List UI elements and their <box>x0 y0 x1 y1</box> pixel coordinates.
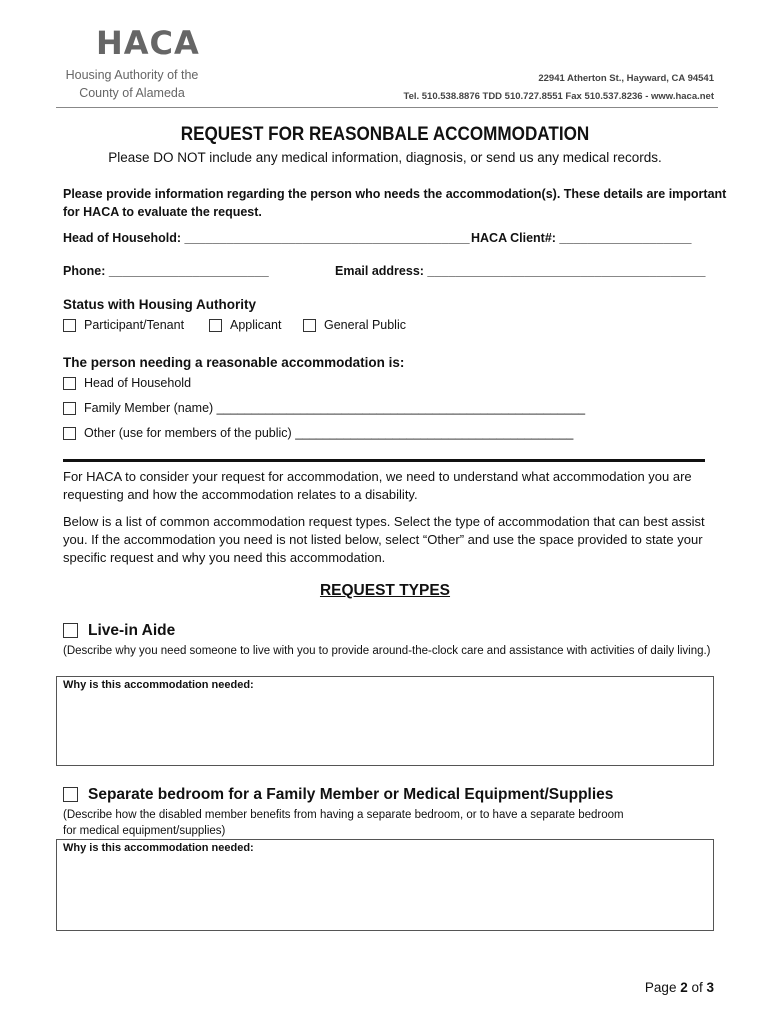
paragraph-purpose: For HACA to consider your request for accommodation, we need to understand what accommodation you are requesting and how the accommodation relates to a disability. <box>63 469 692 502</box>
head-of-household-field[interactable]: Head of Household: _________________________________________ <box>63 231 470 245</box>
intro-line1: Please provide information regarding the person who needs the accommodation(s). These details are important <box>63 187 727 201</box>
page-number <box>645 980 714 995</box>
header-divider <box>56 107 718 108</box>
type-description: (Describe why you need someone to live with you to provide around-the-clock care and assistance with activities of daily living.) <box>63 645 711 657</box>
haca-client-field[interactable]: HACA Client#: ___________________ <box>471 231 692 245</box>
haca-logo: HACA <box>96 24 200 62</box>
address: 22941 Atherton St., Hayward, CA 94541 <box>538 73 714 84</box>
checkbox[interactable] <box>63 319 76 332</box>
person-heading: The person needing a reasonable accommodation is: <box>63 355 405 370</box>
status-general-public-label: General Public <box>324 318 406 332</box>
box-label: Why is this accommodation needed: <box>63 842 254 854</box>
type-live-in-aide[interactable] <box>63 622 175 640</box>
page-prefix: Page <box>644 980 681 995</box>
status-applicant-label: Applicant <box>230 318 282 332</box>
phone-field[interactable]: Phone: _______________________ <box>63 264 269 278</box>
type-description-line1: (Describe how the disabled member benefits from having a separate bedroom, or to have a separate bedroom <box>63 809 624 821</box>
status-participant-label: Participant/Tenant <box>84 318 185 332</box>
intro-line2: for HACA to evaluate the request. <box>63 205 262 219</box>
person-option-label: Head of Household <box>84 376 192 390</box>
reason-textbox[interactable] <box>56 839 714 931</box>
paragraph-instructions: Below is a list of common accommodation request types. Select the type of accommodation that can best assist you. If the accommodation you need is not listed below, select “Other” and use the space provided to state your specific request and why you need this accommodation. <box>63 514 705 565</box>
email-field[interactable]: Email address: ________________________________________ <box>335 264 706 278</box>
logo-subtitle-line1: Housing Authority of the <box>65 68 199 82</box>
checkbox[interactable] <box>63 623 78 638</box>
person-other[interactable] <box>63 426 573 440</box>
person-option-label: Other (use for members of the public) ________________________________________ <box>84 426 574 440</box>
medical-warning: Please DO NOT include any medical information, diagnosis, or send us any medical records. <box>108 150 662 165</box>
checkbox[interactable] <box>63 427 76 440</box>
type-separate-bedroom[interactable] <box>63 786 613 804</box>
status-general-public[interactable] <box>303 318 406 332</box>
checkbox[interactable] <box>303 319 316 332</box>
page-current: 2 <box>680 980 688 995</box>
person-option-label: Family Member (name) _____________________________________________________ <box>84 401 586 415</box>
reason-textbox[interactable] <box>56 676 714 766</box>
status-applicant[interactable] <box>209 318 281 332</box>
logo-subtitle <box>57 66 207 102</box>
page-of: of <box>687 980 707 995</box>
contact-info: Tel. 510.538.8876 TDD 510.727.8551 Fax 510.537.8236 - www.haca.net <box>403 91 714 102</box>
page-total: 3 <box>706 980 714 995</box>
section-divider <box>63 459 705 462</box>
box-label: Why is this accommodation needed: <box>63 679 254 691</box>
checkbox[interactable] <box>63 787 78 802</box>
status-heading: Status with Housing Authority <box>63 297 256 312</box>
status-participant[interactable] <box>63 318 184 332</box>
page-title: REQUEST FOR REASONBALE ACCOMMODATION <box>180 124 590 145</box>
person-head-of-household[interactable] <box>63 376 191 390</box>
checkbox[interactable] <box>63 402 76 415</box>
type-title: Separate bedroom for a Family Member or Medical Equipment/Supplies <box>88 786 614 803</box>
type-description-line2: for medical equipment/supplies) <box>63 825 226 837</box>
request-types-title: REQUEST TYPES <box>319 582 451 599</box>
checkbox[interactable] <box>209 319 222 332</box>
checkbox[interactable] <box>63 377 76 390</box>
logo-subtitle-line2: County of Alameda <box>79 86 185 100</box>
type-title: Live-in Aide <box>88 622 176 639</box>
person-family-member[interactable] <box>63 401 585 415</box>
